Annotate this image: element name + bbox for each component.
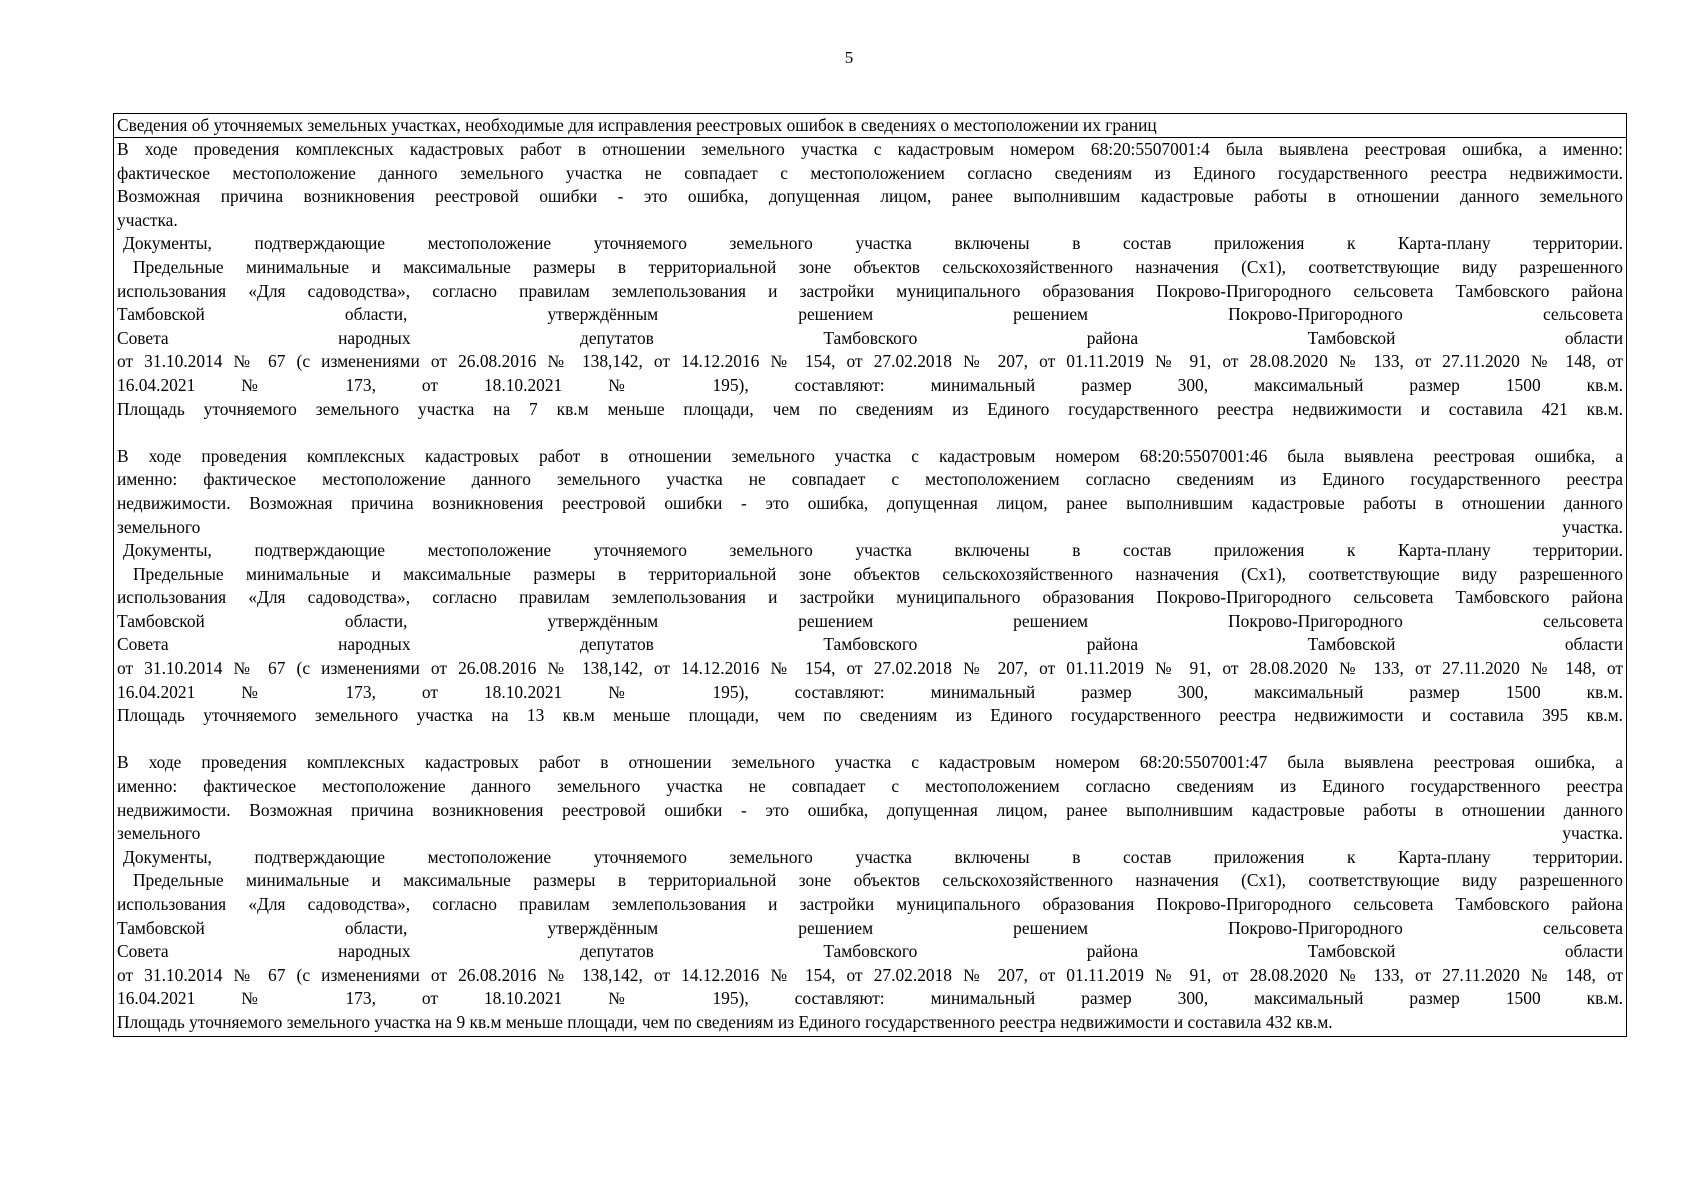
error-line: земельного участка. — [117, 823, 1623, 844]
sizes-line: от 31.10.2014 № 67 (с изменениями от 26.08.2016 № 138,142, от 14.12.2016 № 154, от 27.02.2018 № 207, от 01.11.2019 № 91, от 28.08.2020 № 133, от 27.11.2020 № 148, от — [117, 964, 1623, 985]
sizes-line: Предельные минимальные и максимальные размеры в территориальной зоне объектов сельскохозяйственного назначения (Сх1), соответствующие виду разрешенного — [133, 256, 1623, 277]
error-line: В ходе проведения комплексных кадастровых работ в отношении земельного участка с кадастровым номером 68:20:5507001:4 была выявлена реестровая ошибка, а именно: — [117, 139, 1623, 159]
documents-line: Документы, подтверждающие местоположение уточняемого земельного участка включены в состав приложения к Карта-плану территории. — [123, 540, 1623, 561]
sizes-line: Совета народных депутатов Тамбовского района Тамбовской области — [117, 941, 1623, 962]
sizes-line: Предельные минимальные и максимальные размеры в территориальной зоне объектов сельскохозяйственного назначения (Сх1), соответствующие виду разрешенного — [133, 563, 1623, 584]
parcel-block — [117, 138, 1623, 421]
sizes-line: использования «Для садоводства», согласно правилам землепользования и застройки муниципального образования Покрово-Пригородного сельсовета Тамбовского района — [117, 587, 1623, 608]
table-body — [114, 138, 1626, 1036]
error-line: земельного участка. — [117, 516, 1623, 537]
sizes-line: от 31.10.2014 № 67 (с изменениями от 26.08.2016 № 138,142, от 14.12.2016 № 154, от 27.02.2018 № 207, от 01.11.2019 № 91, от 28.08.2020 № 133, от 27.11.2020 № 148, от — [117, 658, 1623, 679]
sizes-line: 16.04.2021 № 173, от 18.10.2021 № 195), составляют: минимальный размер 300, максимальный размер 1500 кв.м. — [117, 681, 1623, 702]
sizes-line: от 31.10.2014 № 67 (с изменениями от 26.08.2016 № 138,142, от 14.12.2016 № 154, от 27.02.2018 № 207, от 01.11.2019 № 91, от 28.08.2020 № 133, от 27.11.2020 № 148, от — [117, 351, 1623, 372]
sizes-line: 16.04.2021 № 173, от 18.10.2021 № 195), составляют: минимальный размер 300, максимальный размер 1500 кв.м. — [117, 374, 1623, 395]
parcels-table — [113, 113, 1627, 1037]
area-line: Площадь уточняемого земельного участка на 7 кв.м меньше площади, чем по сведениям из Единого государственного реестра недвижимости и составила 421 кв.м. — [117, 398, 1623, 419]
sizes-line: использования «Для садоводства», согласно правилам землепользования и застройки муниципального образования Покрово-Пригородного сельсовета Тамбовского района — [117, 280, 1623, 301]
error-line: фактическое местоположение данного земельного участка не совпадает с местоположением согласно сведениям из Единого государственного реестра недвижимости. — [117, 162, 1623, 183]
sizes-line: использования «Для садоводства», согласно правилам землепользования и застройки муниципального образования Покрово-Пригородного сельсовета Тамбовского района — [117, 894, 1623, 914]
error-line: недвижимости. Возможная причина возникновения реестровой ошибки - это ошибка, допущенная лицом, ранее выполнившим кадастровые работы в отношении данного — [117, 492, 1623, 513]
error-line: Возможная причина возникновения реестровой ошибки - это ошибка, допущенная лицом, ранее выполнившим кадастровые работы в отношении данного земельного — [117, 186, 1623, 207]
sizes-line: Предельные минимальные и максимальные размеры в территориальной зоне объектов сельскохозяйственного назначения (Сх1), соответствующие виду разрешенного — [133, 870, 1623, 891]
error-line: В ходе проведения комплексных кадастровых работ в отношении земельного участка с кадастровым номером 68:20:5507001:47 была выявлена реестровая ошибка, а — [117, 752, 1623, 773]
error-line: именно: фактическое местоположение данного земельного участка не совпадает с местоположением согласно сведениям из Единого государственного реестра — [117, 469, 1623, 490]
error-line: именно: фактическое местоположение данного земельного участка не совпадает с местоположением согласно сведениям из Единого государственного реестра — [117, 776, 1623, 797]
area-line: Площадь уточняемого земельного участка на 13 кв.м меньше площади, чем по сведениям из Единого государственного реестра недвижимости и составила 395 кв.м. — [117, 705, 1623, 726]
sizes-line: Тамбовской области, утверждённым решением решением Покрово-Пригородного сельсовета — [117, 917, 1623, 938]
sizes-line: Совета народных депутатов Тамбовского района Тамбовской области — [117, 327, 1623, 348]
sizes-line: Тамбовской области, утверждённым решением решением Покрово-Пригородного сельсовета — [117, 610, 1623, 631]
documents-line: Документы, подтверждающие местоположение уточняемого земельного участка включены в состав приложения к Карта-плану территории. — [123, 846, 1623, 867]
area-line: Площадь уточняемого земельного участка на 9 кв.м меньше площади, чем по сведениям из Единого государственного реестра недвижимости и составила 432 кв.м. — [117, 1011, 1333, 1032]
table-header: Сведения об уточняемых земельных участках, необходимые для исправления реестровых ошибок в сведениях о местоположении их границ — [114, 114, 1626, 138]
page-number: 5 — [844, 48, 854, 67]
parcel-block — [117, 751, 1623, 1034]
sizes-line: 16.04.2021 № 173, от 18.10.2021 № 195), составляют: минимальный размер 300, максимальный размер 1500 кв.м. — [117, 988, 1623, 1009]
error-line: участка. — [117, 209, 178, 230]
sizes-line: Совета народных депутатов Тамбовского района Тамбовской области — [117, 634, 1623, 655]
documents-line: Документы, подтверждающие местоположение уточняемого земельного участка включены в состав приложения к Карта-плану территории. — [123, 233, 1623, 254]
parcel-block — [117, 445, 1623, 728]
error-line: недвижимости. Возможная причина возникновения реестровой ошибки - это ошибка, допущенная лицом, ранее выполнившим кадастровые работы в отношении данного — [117, 799, 1623, 820]
error-line: В ходе проведения комплексных кадастровых работ в отношении земельного участка с кадастровым номером 68:20:5507001:46 была выявлена реестровая ошибка, а — [117, 445, 1623, 466]
sizes-line: Тамбовской области, утверждённым решением решением Покрово-Пригородного сельсовета — [117, 304, 1623, 325]
